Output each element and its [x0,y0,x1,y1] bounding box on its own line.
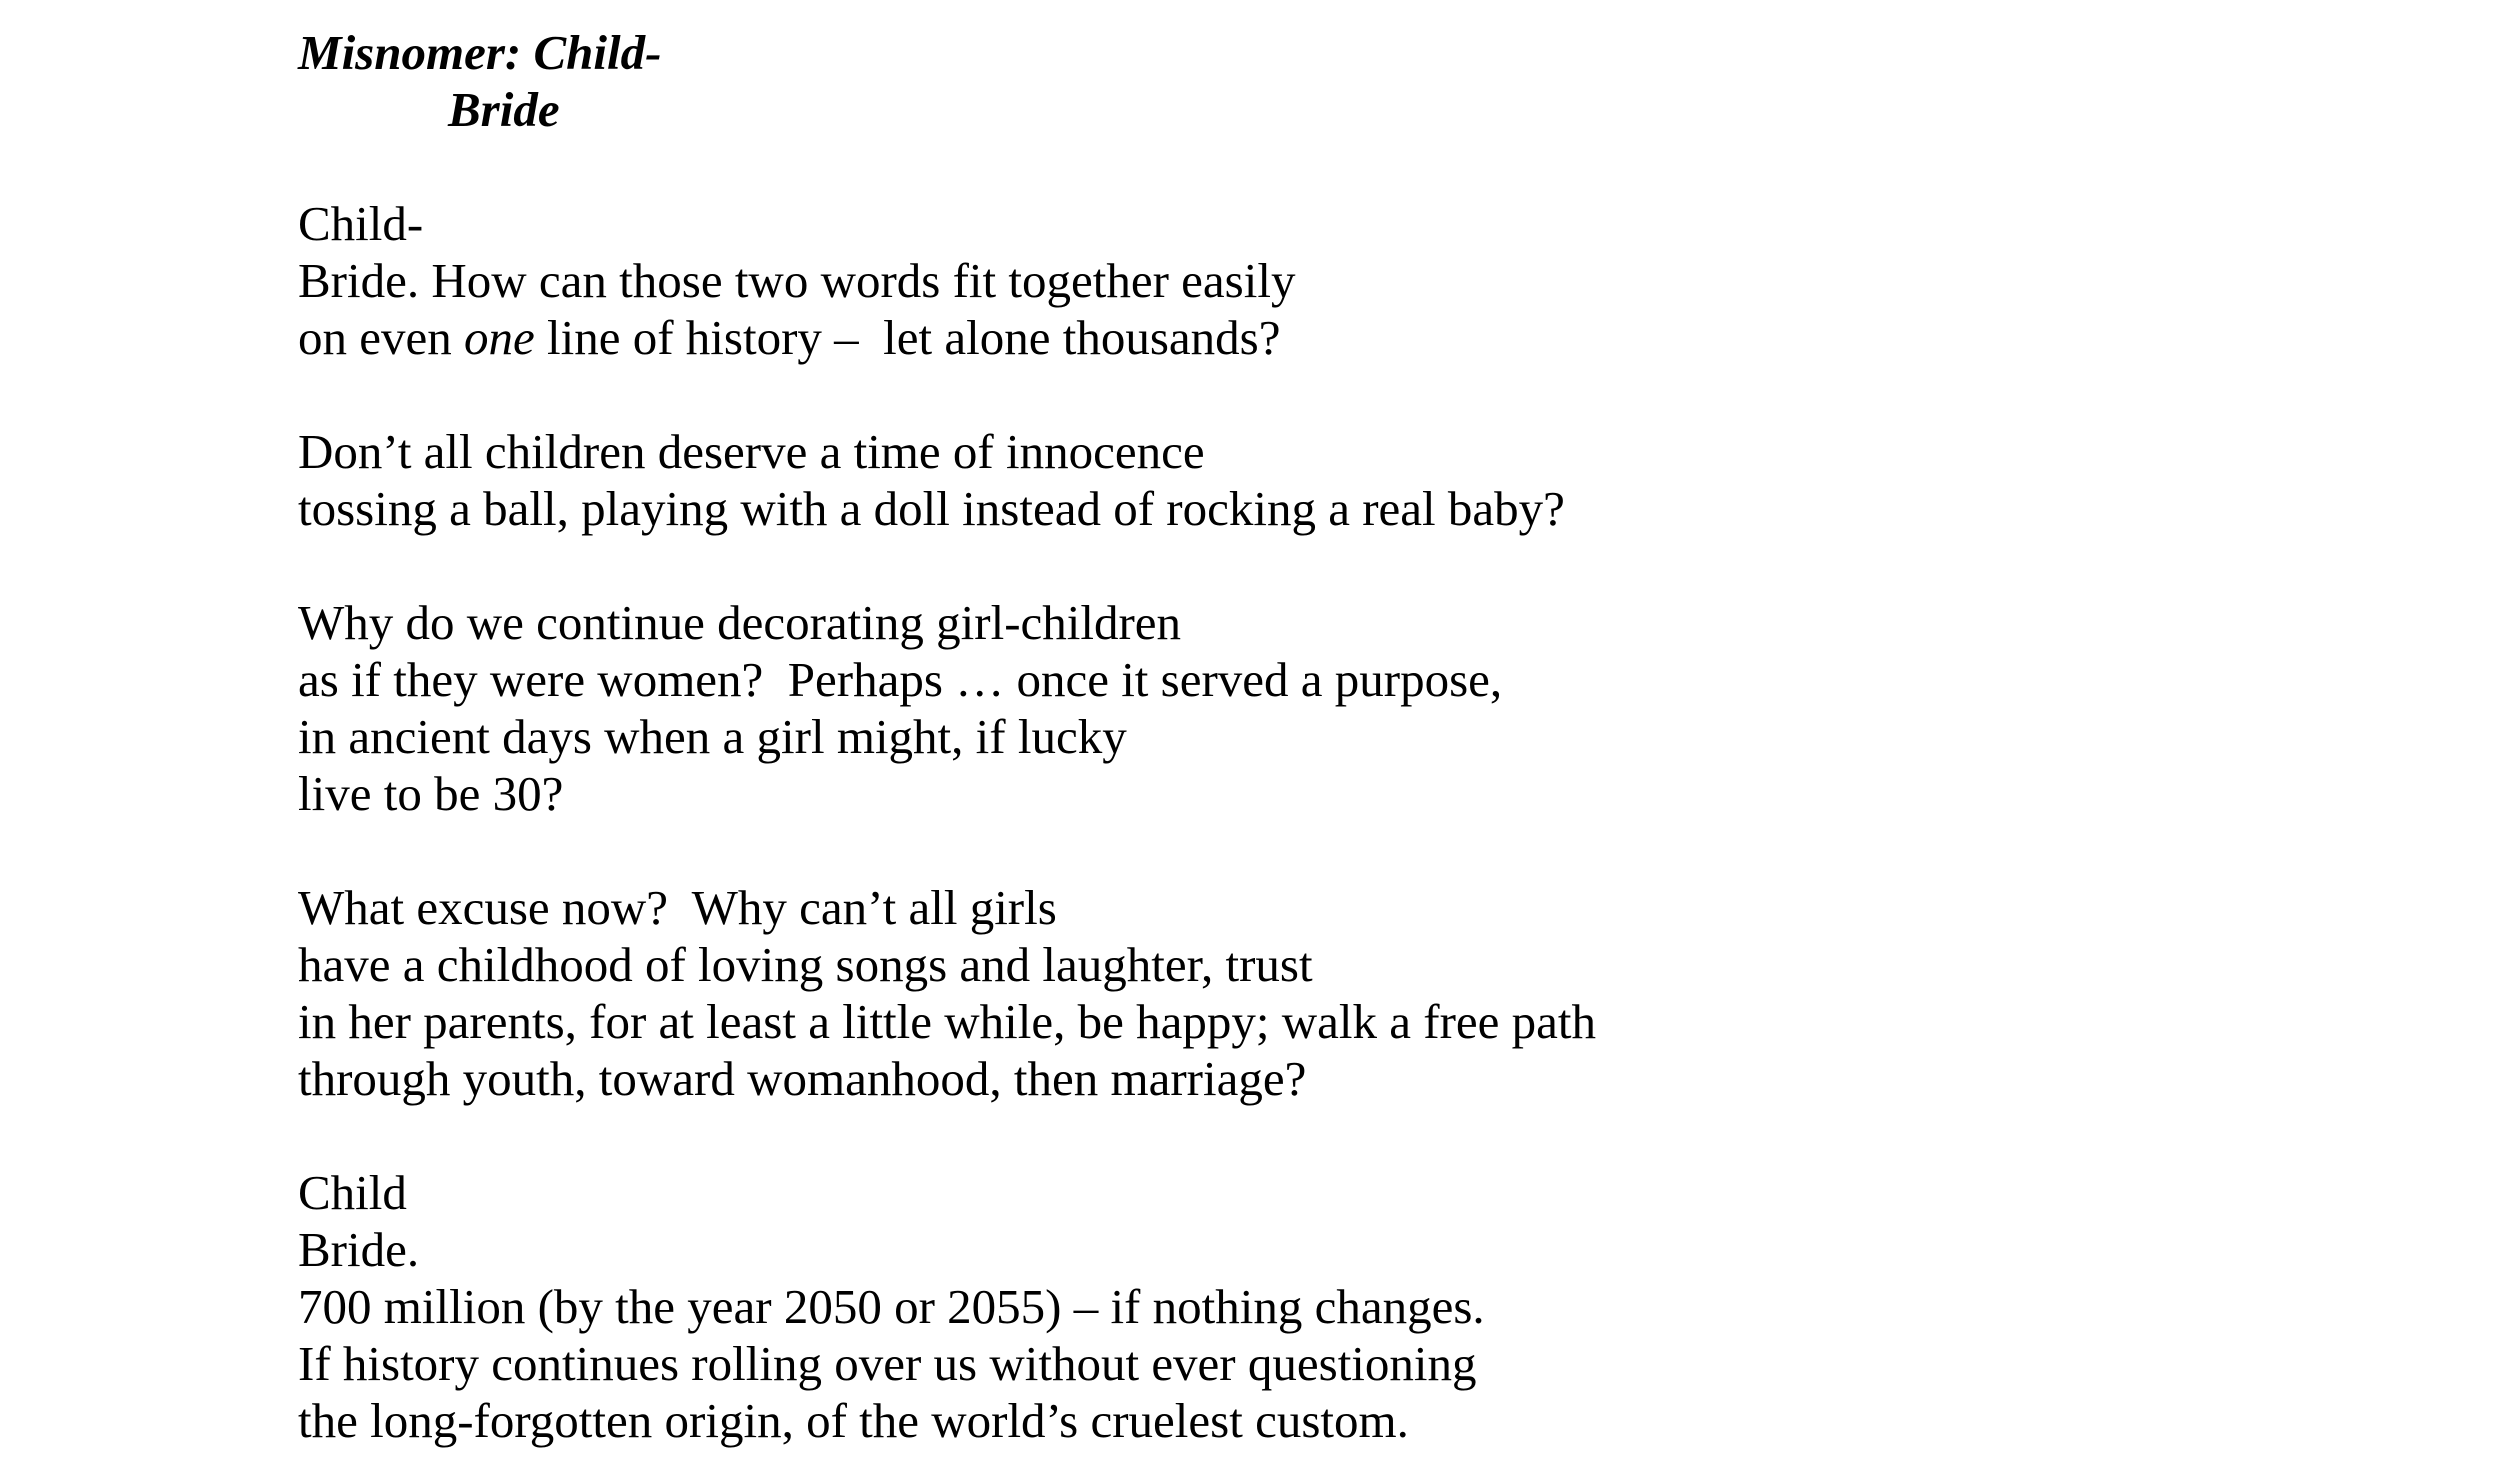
stanza-break [298,1107,2198,1164]
poem-line-text: line of history – let alone thousands? [534,310,1281,365]
poem [298,24,2198,1449]
stanza-break [298,822,2198,879]
poem-line-text: on even [298,310,464,365]
stanza-3 [298,594,2198,822]
poem-line: If history continues rolling over us without ever questioning [298,1336,1477,1391]
poem-line: Bride. How can those two words fit together easily [298,253,1296,308]
stanza-break [298,366,2198,423]
stanza-2 [298,423,2198,537]
poem-line [298,309,2198,366]
poem-line: the long-forgotten origin, of the world’s cruelest custom. [298,1393,1409,1448]
poem-line: What excuse now? Why can’t all girls [298,880,1057,935]
stanza-1 [298,195,2198,366]
poem-line: as if they were women? Perhaps … once it served a purpose, [298,652,1503,707]
poem-line-emphasis: one [464,310,535,365]
stanza-4 [298,879,2198,1107]
poem-line: through youth, toward womanhood, then marriage? [298,1051,1307,1106]
poem-line: in ancient days when a girl might, if lucky [298,709,1127,764]
poem-line: have a childhood of loving songs and laughter, trust [298,937,1313,992]
poem-title-line-1: Misnomer: Child- [298,25,662,80]
poem-line: tossing a ball, playing with a doll instead of rocking a real baby? [298,481,1565,536]
poem-line: Why do we continue decorating girl-children [298,595,1182,650]
poem-line: Bride. [298,1222,420,1277]
poem-line: Child- [298,196,424,251]
poem-title [298,24,2198,138]
poem-line: 700 million (by the year 2050 or 2055) – if nothing changes. [298,1279,1485,1334]
poem-line: live to be 30? [298,766,564,821]
stanza-5 [298,1164,2198,1449]
stanza-break [298,537,2198,594]
stanza-break [298,138,2198,195]
poem-line: Child [298,1165,407,1220]
poem-line: in her parents, for at least a little while, be happy; walk a free path [298,994,1596,1049]
poem-line: Don’t all children deserve a time of innocence [298,424,1205,479]
poem-title-line-2: Bride [448,82,560,137]
